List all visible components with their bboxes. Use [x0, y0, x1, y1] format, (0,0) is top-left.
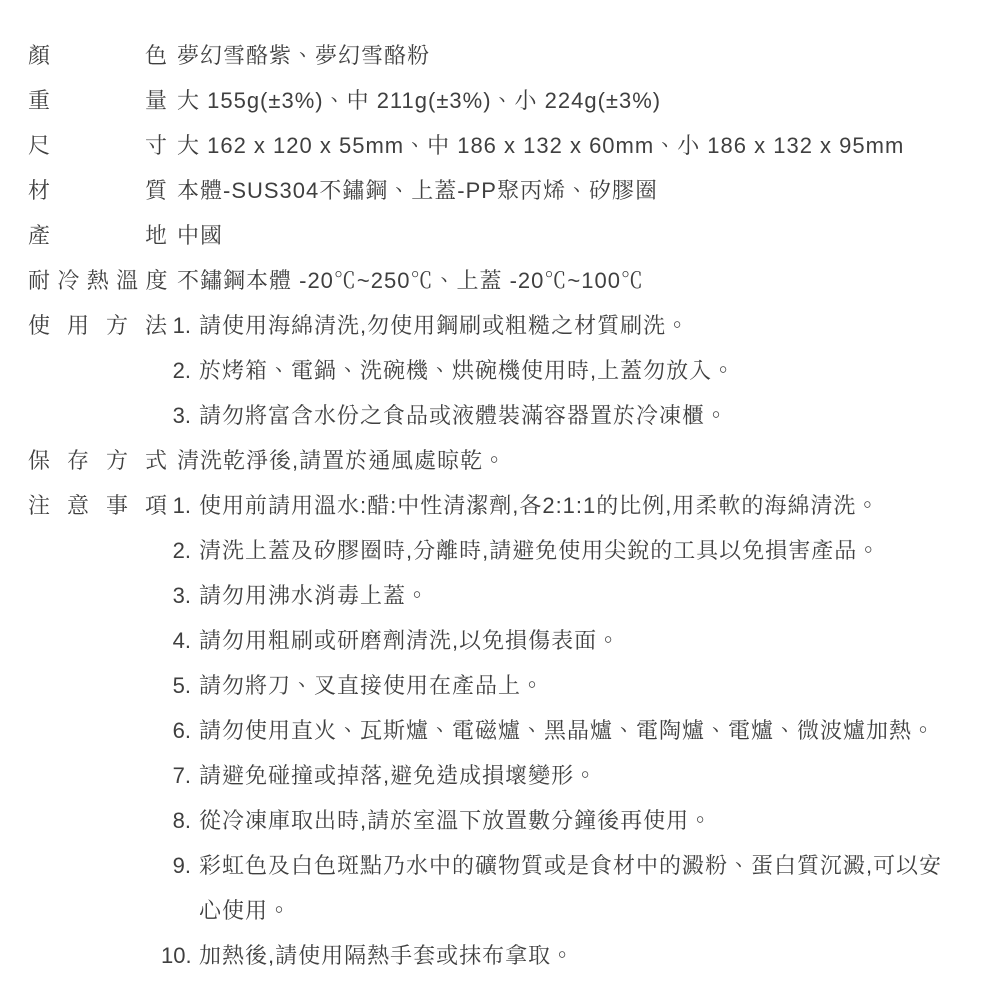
- list-item-number: 2.: [172, 358, 191, 383]
- list-item-text: 從冷凍庫取出時,請於室溫下放置數分鐘後再使用。: [199, 808, 713, 833]
- list-item-number: 10.: [161, 943, 192, 968]
- notes-list-item: [161, 708, 954, 753]
- notes-list-item: [161, 798, 954, 843]
- spec-label-storage: 保存方式: [28, 448, 168, 473]
- spec-label-usage: 使用方法: [28, 313, 168, 338]
- spec-label-temperature: 耐冷熱溫度: [28, 268, 168, 293]
- spec-label-origin: 產地: [28, 223, 168, 248]
- list-item-number: 7.: [172, 763, 191, 788]
- list-item-number: 5.: [172, 673, 191, 698]
- spec-value-storage: 清洗乾淨後,請置於通風處晾乾。: [177, 448, 507, 473]
- list-item-number: 9.: [172, 853, 191, 878]
- spec-value-dimensions: 大 162 x 120 x 55mm、中 186 x 132 x 60mm、小 186 x 132 x 95mm: [177, 133, 905, 158]
- spec-value-weight: 大 155g(±3%)、中 211g(±3%)、小 224g(±3%): [177, 88, 662, 113]
- spec-value-material: 本體-SUS304不鏽鋼、上蓋-PP聚丙烯、矽膠圈: [177, 178, 658, 203]
- spec-row-origin: [28, 213, 954, 258]
- notes-list-item: [161, 618, 954, 663]
- notes-list-item: [161, 483, 954, 528]
- list-item-text: 清洗上蓋及矽膠圈時,分離時,請避免使用尖銳的工具以免損害產品。: [199, 538, 881, 563]
- spec-label-dimensions: 尺寸: [28, 133, 168, 158]
- spec-row-temperature: [28, 258, 954, 303]
- spec-value-temperature: 不鏽鋼本體 -20℃~250℃、上蓋 -20℃~100℃: [177, 268, 644, 293]
- usage-list-item: [161, 348, 954, 393]
- usage-list-item: [161, 303, 954, 348]
- list-item-number: 1.: [172, 313, 191, 338]
- list-item-text: 加熱後,請使用隔熱手套或抹布拿取。: [199, 943, 575, 968]
- list-item-number: 6.: [172, 718, 191, 743]
- notes-list-item: [161, 528, 954, 573]
- spec-row-storage: [28, 438, 954, 483]
- spec-label-color: 顏色: [28, 43, 168, 68]
- list-item-number: 3.: [172, 403, 191, 428]
- spec-row-weight: [28, 78, 954, 123]
- spec-row-material: [28, 168, 954, 213]
- spec-row-usage: [28, 303, 954, 438]
- notes-list-item: [161, 843, 954, 933]
- list-item-number: 3.: [172, 583, 191, 608]
- notes-list: [161, 483, 954, 978]
- list-item-text: 請使用海綿清洗,勿使用鋼刷或粗糙之材質刷洗。: [199, 313, 690, 338]
- list-item-text: 請勿將刀、叉直接使用在產品上。: [199, 673, 545, 698]
- spec-row-color: [28, 33, 954, 78]
- usage-list: [161, 303, 954, 438]
- list-item-text: 請勿使用直火、瓦斯爐、電磁爐、黑晶爐、電陶爐、電爐、微波爐加熱。: [199, 718, 936, 743]
- spec-value-origin: 中國: [177, 223, 224, 248]
- notes-list-item: [161, 933, 954, 978]
- spec-label-notes: 注意事項: [28, 493, 168, 518]
- list-item-number: 4.: [172, 628, 191, 653]
- spec-label-material: 材質: [28, 178, 168, 203]
- spec-label-weight: 重量: [28, 88, 168, 113]
- spec-row-dimensions: [28, 123, 954, 168]
- list-item-number: 2.: [172, 538, 191, 563]
- notes-list-item: [161, 573, 954, 618]
- spec-row-notes: [28, 483, 954, 978]
- notes-list-item: [161, 753, 954, 798]
- usage-list-item: [161, 393, 954, 438]
- list-item-text: 請勿用粗刷或研磨劑清洗,以免損傷表面。: [199, 628, 621, 653]
- list-item-number: 1.: [172, 493, 191, 518]
- list-item-text: 使用前請用溫水:醋:中性清潔劑,各2:1:1的比例,用柔軟的海綿清洗。: [199, 493, 880, 518]
- list-item-number: 8.: [172, 808, 191, 833]
- list-item-text: 請避免碰撞或掉落,避免造成損壞變形。: [199, 763, 598, 788]
- list-item-text: 彩虹色及白色斑點乃水中的礦物質或是食材中的澱粉、蛋白質沉澱,可以安心使用。: [199, 853, 943, 923]
- list-item-text: 於烤箱、電鍋、洗碗機、烘碗機使用時,上蓋勿放入。: [199, 358, 736, 383]
- list-item-text: 請勿將富含水份之食品或液體裝滿容器置於冷凍櫃。: [199, 403, 729, 428]
- spec-value-color: 夢幻雪酪紫、夢幻雪酪粉: [177, 43, 431, 68]
- list-item-text: 請勿用沸水消毒上蓋。: [199, 583, 430, 608]
- notes-list-item: [161, 663, 954, 708]
